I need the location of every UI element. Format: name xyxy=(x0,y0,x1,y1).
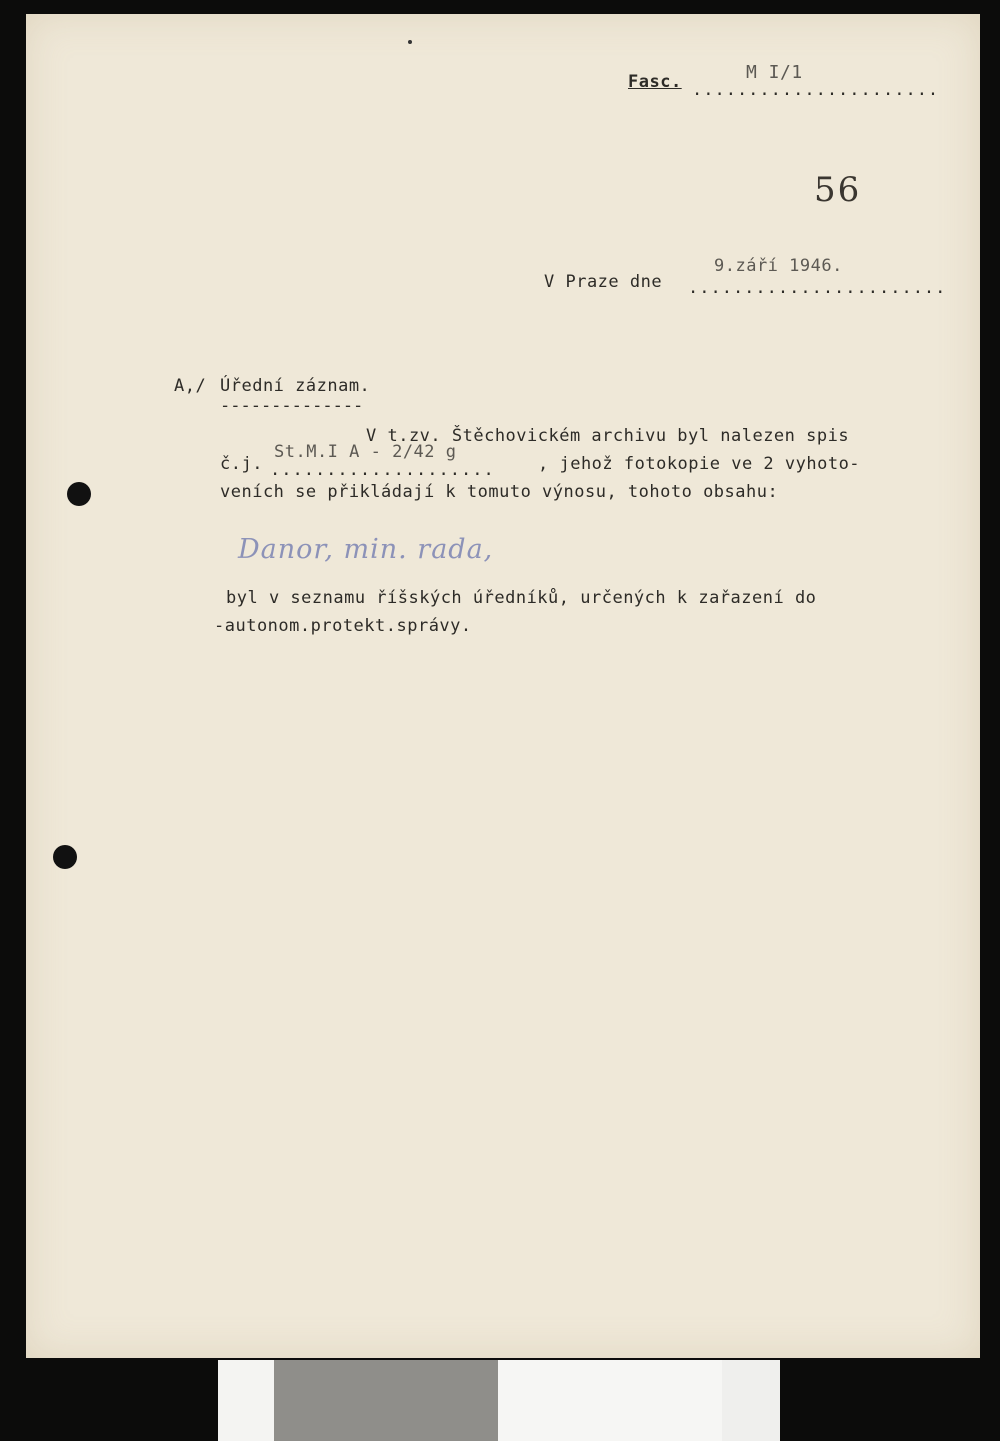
handwritten-name: Danor, min. rada, xyxy=(238,534,494,565)
fasc-dotted-line: ...................... xyxy=(692,80,940,100)
white-strip-left xyxy=(218,1360,274,1441)
body-line-4: byl v seznamu říšských úředníků, určených k zařazení do xyxy=(226,588,817,608)
white-calibration-strip xyxy=(498,1360,722,1441)
punch-hole-lower xyxy=(53,845,77,869)
date-value: 9.září 1946. xyxy=(714,256,843,276)
reference-prefix: č.j. xyxy=(220,454,263,474)
section-marker: A,/ xyxy=(174,376,207,396)
reference-dotted-line: .................... xyxy=(270,460,495,480)
body-line-1: V t.zv. Štěchovickém archivu byl nalezen spis xyxy=(366,426,850,446)
document-page xyxy=(26,14,980,1358)
date-dotted-line: ....................... xyxy=(688,278,947,298)
white-strip-right xyxy=(722,1360,780,1441)
body-line-3: veních se přikládají k tomuto výnosu, tohoto obsahu: xyxy=(220,482,779,502)
reference-number: St.M.I A - 2/42 g xyxy=(274,442,457,462)
record-title: Úřední záznam. xyxy=(220,376,371,396)
body-line-2: , jehož fotokopie ve 2 vyhoto- xyxy=(538,454,861,474)
fasc-label: Fasc. xyxy=(628,72,682,92)
ink-speck xyxy=(408,40,412,44)
fasc-value: M I/1 xyxy=(746,62,803,83)
punch-hole-upper xyxy=(67,482,91,506)
title-underline: -------------- xyxy=(220,396,364,416)
folio-number: 56 xyxy=(814,170,862,210)
gray-calibration-strip xyxy=(274,1360,498,1441)
body-line-5: -autonom.protekt.správy. xyxy=(214,616,472,636)
date-prefix: V Praze dne xyxy=(544,272,663,292)
